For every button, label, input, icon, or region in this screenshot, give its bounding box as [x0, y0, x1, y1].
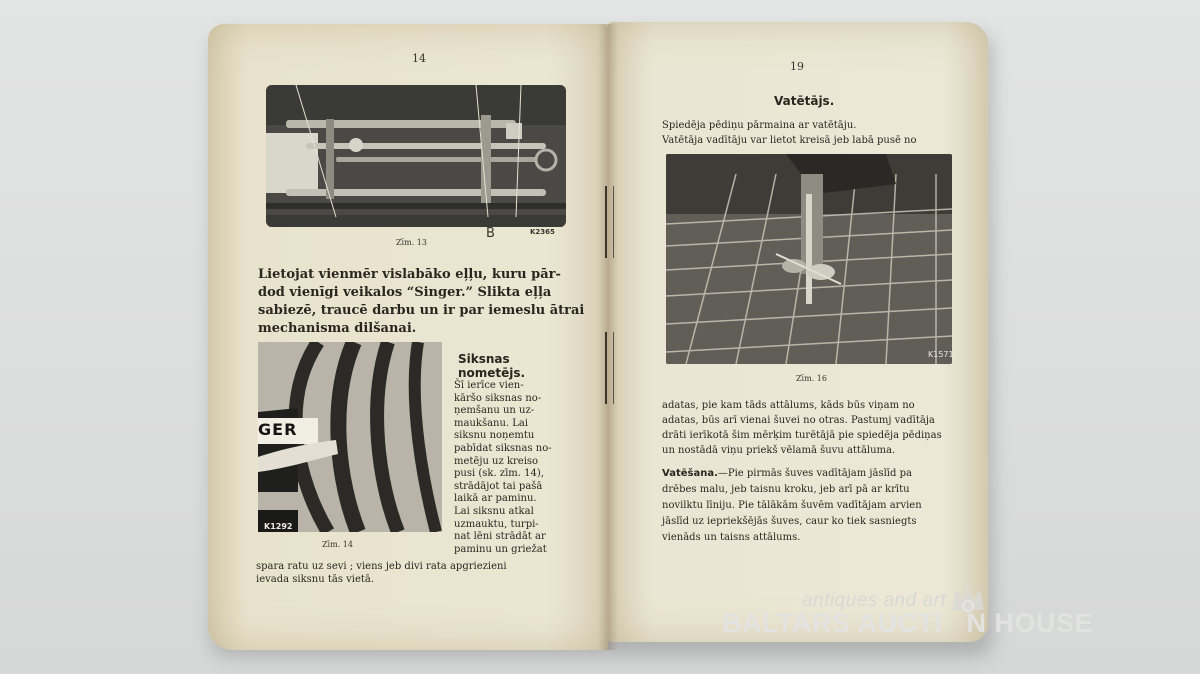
- heading-line: nometējs.: [458, 366, 526, 380]
- paragraph-line: adatas, pie kam tāds attālums, kāds būs viņam no: [662, 400, 915, 411]
- paragraph-line: novilktu līniju. Pie tālākām šuvēm vadītājam arvien: [662, 500, 922, 511]
- watermark-title-start: BALTARS AUCTI: [722, 608, 943, 638]
- watermark-title: [722, 608, 1093, 639]
- figure-13-caption: Zīm. 13: [396, 238, 427, 247]
- figure-16-caption: Zīm. 16: [796, 374, 827, 383]
- paragraph-line: paminu un griežat: [454, 543, 547, 555]
- paragraph-line: laikā ar paminu.: [454, 493, 537, 505]
- vatesana-runin: Vatēšana.: [662, 468, 718, 479]
- binding-stitch: [605, 186, 614, 258]
- paragraph-line: pusi (sk. zīm. 14),: [454, 468, 544, 480]
- figure-16-quilting-photo: [666, 154, 952, 364]
- paragraph-line: jāslīd uz iepriekšējās šuves, caur ko tiek sasniegts: [662, 516, 917, 527]
- left-page-number: 14: [412, 52, 426, 65]
- paragraph-line: Spiedēja pēdiņu pārmaina ar vatētāju.: [662, 120, 857, 131]
- paragraph-line: drēbes malu, jeb taisnu kroku, jeb arī pā ar krītu: [662, 484, 910, 495]
- left-bottom-text: [256, 560, 507, 586]
- paragraph-line: sabiezē, traucē darbu un ir par iemeslu ātrai: [258, 303, 585, 318]
- figure-14-caption: Zīm. 14: [322, 540, 353, 549]
- belt-side-text: [454, 380, 552, 556]
- vatetajs-heading: Vatētājs.: [774, 94, 835, 108]
- paragraph-line: pabīdat siksnas no-: [454, 442, 552, 454]
- paragraph-line: strādājot tai pašā: [454, 480, 543, 492]
- paragraph-line: Lietojat vienmēr vislabāko eļļu, kuru pār-: [258, 267, 561, 282]
- paragraph-line: ievada siksnu tās vietā.: [256, 574, 375, 585]
- paragraph-line: [662, 466, 922, 482]
- paragraph-line-tail: —Pie pirmās šuves vadītājam jāslīd pa: [717, 468, 912, 479]
- paragraph-line: adatas, būs arī vienai šuvei no otras. Pastumj vadītāja: [662, 415, 935, 426]
- paragraph-line: drāti ierīkotā šim mērķim turētājā pie spiedēja pēdiņas: [662, 430, 942, 441]
- paragraph-line: uzmauktu, turpi-: [454, 518, 539, 530]
- paragraph-line: un nostādā viņu priekš vēlamā šuvu attāluma.: [662, 445, 896, 456]
- paragraph-line: kāršo siksnas no-: [454, 392, 542, 404]
- paragraph-line: siksnu noņemtu: [454, 430, 535, 442]
- right-paragraph-vatesana: [662, 466, 922, 546]
- left-paragraph-oil: [258, 266, 585, 338]
- paragraph-line: ņemšanu un uz-: [454, 405, 535, 417]
- heading-line: Siksnas: [458, 352, 510, 366]
- right-intro-text: [662, 118, 917, 148]
- figure-13-machine-photo: [266, 85, 566, 227]
- paragraph-line: Lai siksnu atkal: [454, 505, 534, 517]
- figure-16-code: K1571: [928, 350, 954, 359]
- paragraph-line: Šī ierīce vien-: [454, 380, 524, 391]
- binding-stitch: [605, 332, 614, 404]
- siksnas-nometejs-heading: [458, 352, 525, 380]
- figure-14-sign-text: GER: [258, 420, 298, 439]
- figure-13-code: K2365: [530, 228, 555, 236]
- paragraph-line: mechanisma dilšanai.: [258, 321, 417, 336]
- figure-14-code: K1292: [264, 522, 293, 531]
- paragraph-line: metēju uz kreiso: [454, 455, 539, 467]
- figure-13-illustration: [266, 85, 566, 227]
- auction-house-watermark: [700, 580, 1140, 660]
- paragraph-line: dod vienīgi veikalos “Singer.” Slikta eļļa: [258, 285, 552, 300]
- figure-13-label-b: B: [486, 226, 495, 241]
- paragraph-line: Vatētāja vadītāju var lietot kreisā jeb labā pusē no: [662, 135, 917, 146]
- paragraph-line: vienāds un taisns attālums.: [662, 532, 801, 543]
- paragraph-line: spara ratu uz sevi ; viens jeb divi rata apgriezieni: [256, 561, 507, 572]
- paragraph-line: maukšanu. Lai: [454, 417, 529, 429]
- right-paragraph-distance: [662, 398, 942, 458]
- right-page-number: 19: [790, 60, 804, 73]
- paragraph-line: nat lēni strādāt ar: [454, 531, 546, 543]
- watermark-subtitle: antiques and art: [802, 590, 947, 611]
- watermark-title-end: N HOUSE: [966, 608, 1094, 638]
- figure-16-illustration: [666, 154, 952, 364]
